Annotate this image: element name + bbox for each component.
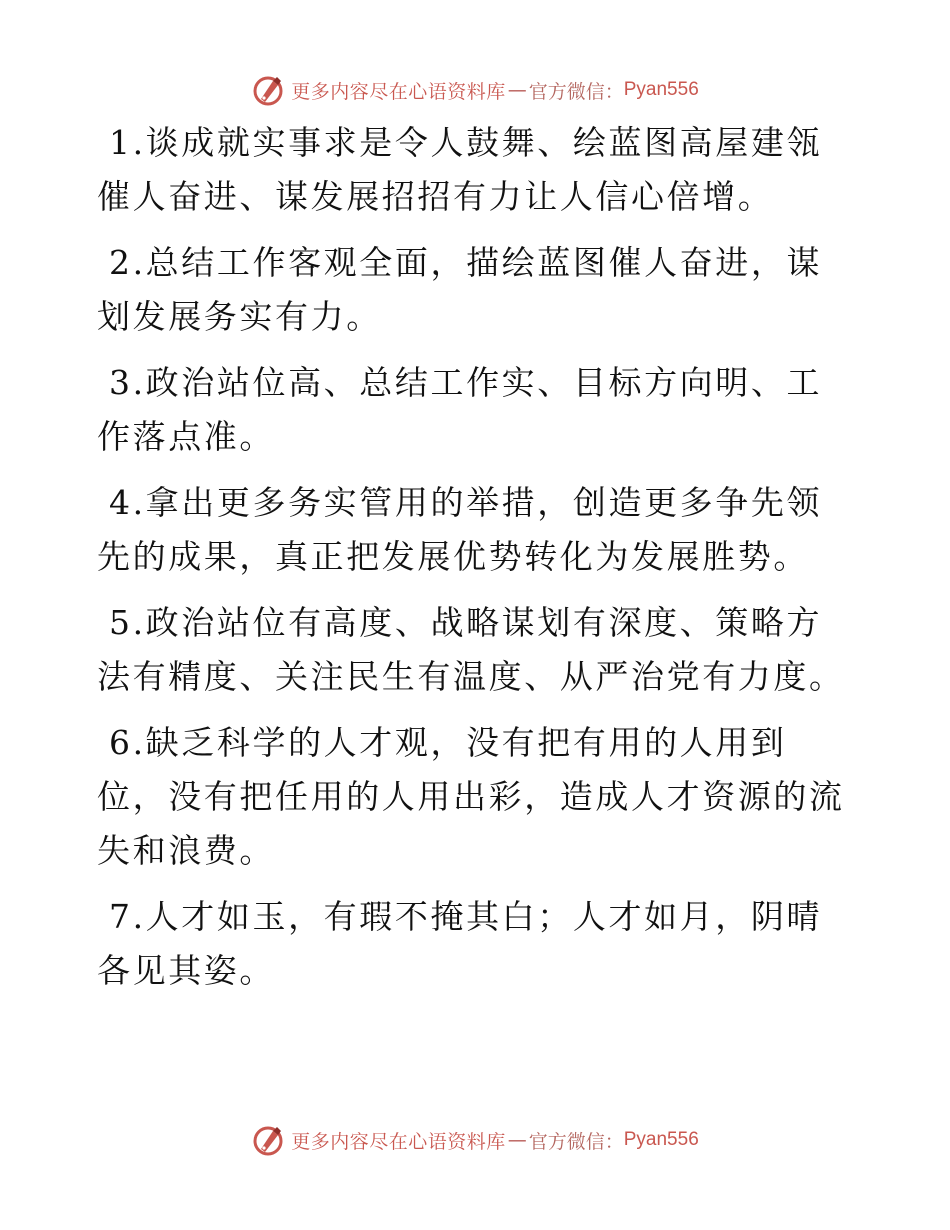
list-item: 2.总结工作客观全面，描绘蓝图催人奋进，谋划发展务实有力。 bbox=[97, 243, 823, 336]
header-promo-text: 更多内容尽在心语资料库 bbox=[291, 80, 506, 103]
header-banner bbox=[0, 70, 950, 110]
list-item: 1.谈成就实事求是令人鼓舞、绘蓝图高屋建瓴催人奋进、谋发展招招有力让人信心倍增。 bbox=[97, 123, 823, 216]
footer-banner bbox=[0, 1120, 950, 1160]
pen-nib-logo-icon bbox=[251, 1123, 285, 1157]
footer-promo-text: 更多内容尽在心语资料库 bbox=[291, 1130, 506, 1153]
header-wechat-id: Pyan556 bbox=[623, 79, 699, 100]
header-separator: — bbox=[507, 79, 527, 101]
list-item: 5.政治站位有高度、战略谋划有深度、策略方法有精度、关注民生有温度、从严治党有力度。 bbox=[97, 603, 845, 696]
pen-nib-logo-icon bbox=[251, 73, 285, 107]
list-item: 7.人才如玉，有瑕不掩其白；人才如月，阴晴各见其姿。 bbox=[97, 897, 823, 990]
list-item: 3.政治站位高、总结工作实、目标方向明、工作落点准。 bbox=[97, 363, 823, 456]
footer-wechat-label: 官方微信： bbox=[528, 1130, 624, 1153]
footer-wechat-id: Pyan556 bbox=[623, 1129, 699, 1150]
list-item: 6.缺乏科学的人才观，没有把有用的人用到位，没有把任用的人用出彩，造成人才资源的流失和浪费。 bbox=[97, 723, 845, 870]
header-wechat-label: 官方微信： bbox=[528, 80, 624, 103]
footer-separator: — bbox=[507, 1129, 527, 1151]
document-body bbox=[97, 116, 849, 1010]
list-item: 4.拿出更多务实管用的举措，创造更多争先领先的成果，真正把发展优势转化为发展胜势。 bbox=[97, 483, 823, 576]
